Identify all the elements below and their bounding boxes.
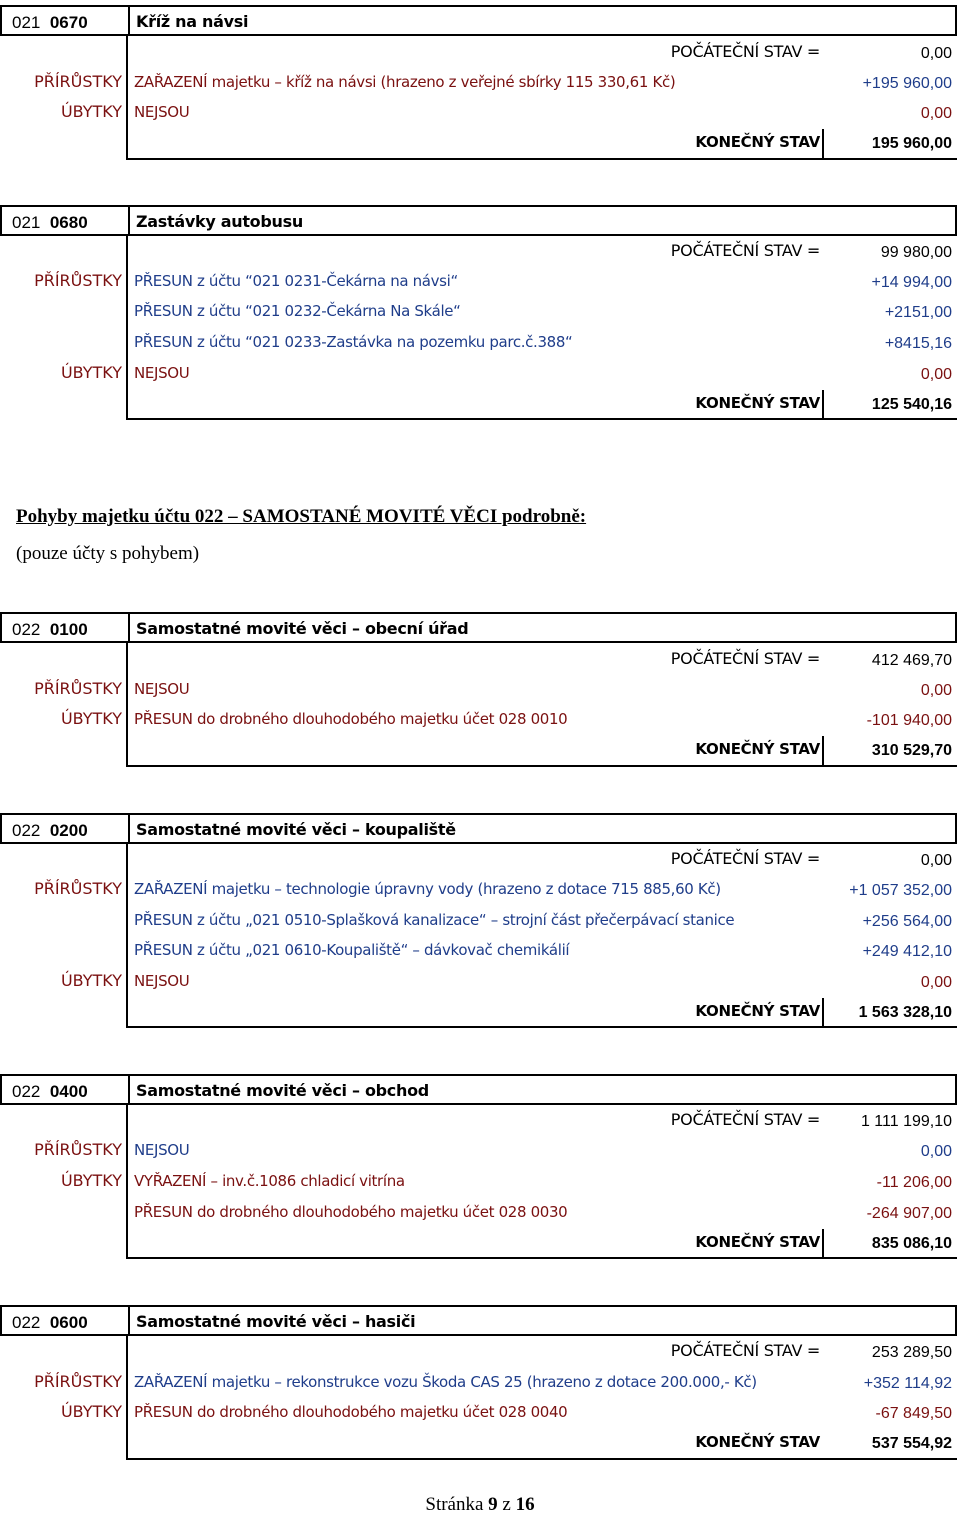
decrease-row — [0, 99, 960, 129]
increase-row — [0, 69, 960, 99]
start-label: POČÁTEČNÍ STAV = — [670, 42, 820, 61]
account-header — [0, 5, 957, 36]
increase-value: 0,00 — [920, 1143, 952, 1160]
account-block — [0, 813, 960, 1028]
end-row — [0, 998, 960, 1028]
footer-page: 9 — [488, 1494, 498, 1515]
account-name: Samostatné movité věci – hasiči — [136, 1312, 416, 1331]
increase-value: +14 994,00 — [871, 274, 952, 291]
increase-value: +8415,16 — [884, 335, 952, 352]
end-value: 125 540,16 — [871, 396, 952, 413]
account-number: 022 0100 — [12, 620, 88, 639]
increase-row — [0, 268, 960, 298]
increase-row — [0, 329, 960, 359]
account-block — [0, 5, 960, 160]
increase-row — [0, 1137, 960, 1167]
start-label: POČÁTEČNÍ STAV = — [670, 241, 820, 260]
decrease-value: 0,00 — [920, 366, 952, 383]
decrease-value: -67 849,50 — [875, 1405, 952, 1422]
end-value: 537 554,92 — [871, 1435, 952, 1452]
account-name: Samostatné movité věci – obchod — [136, 1081, 429, 1100]
increase-row — [0, 876, 960, 906]
account-name: Zastávky autobusu — [136, 212, 303, 231]
increase-value: +352 114,92 — [863, 1375, 952, 1392]
start-row — [0, 238, 960, 268]
increase-value: 0,00 — [920, 682, 952, 699]
account-number: 022 0200 — [12, 821, 88, 840]
account-header — [0, 1074, 957, 1105]
start-label: POČÁTEČNÍ STAV = — [670, 849, 820, 868]
decrease-desc: PŘESUN do drobného dlouhodobého majetku účet 028 0030 — [134, 1203, 568, 1221]
footer-mid: z — [502, 1494, 511, 1515]
account-name: Kříž na návsi — [136, 12, 249, 31]
increase-value: +249 412,10 — [862, 943, 952, 960]
start-row — [0, 1338, 960, 1368]
increase-desc: PŘESUN z účtu „021 0610-Koupaliště“ – dávkovač chemikálií — [134, 941, 570, 959]
account-name: Samostatné movité věci – obecní úřad — [136, 619, 469, 638]
decrease-row — [0, 1399, 960, 1429]
increase-value: +195 960,00 — [862, 75, 952, 92]
account-number: 021 0670 — [12, 13, 88, 32]
start-value: 0,00 — [920, 852, 952, 869]
increase-row — [0, 937, 960, 967]
increase-value: +1 057 352,00 — [849, 882, 952, 899]
footer-prefix: Stránka — [425, 1494, 484, 1515]
section-title: Pohyby majetku účtu 022 – SAMOSTANÉ MOVITÉ VĚCI podrobně: — [16, 506, 587, 527]
decrease-label: ÚBYTKY — [60, 971, 122, 990]
end-value: 835 086,10 — [871, 1235, 952, 1252]
account-block — [0, 1305, 960, 1460]
decrease-value: -11 206,00 — [876, 1174, 952, 1191]
account-name: Samostatné movité věci – koupaliště — [136, 820, 456, 839]
decrease-desc: PŘESUN do drobného dlouhodobého majetku účet 028 0040 — [134, 1403, 568, 1421]
account-number: 022 0600 — [12, 1313, 88, 1332]
decrease-value: 0,00 — [920, 105, 952, 122]
end-label: KONEČNÝ STAV — [695, 1002, 820, 1020]
account-number: 022 0400 — [12, 1082, 88, 1101]
decrease-desc: PŘESUN do drobného dlouhodobého majetku účet 028 0010 — [134, 710, 568, 728]
decrease-desc: NEJSOU — [134, 972, 190, 990]
increase-desc: NEJSOU — [134, 680, 190, 698]
increase-label: PŘÍRŮSTKY — [34, 679, 122, 698]
increase-desc: NEJSOU — [134, 1141, 190, 1159]
increase-desc: ZAŘAZENÍ majetku – technologie úpravny vody (hrazeno z dotace 715 885,60 Kč) — [134, 880, 721, 898]
start-value: 253 289,50 — [871, 1344, 952, 1361]
start-row — [0, 39, 960, 69]
increase-row — [0, 907, 960, 937]
decrease-row — [0, 706, 960, 736]
account-header — [0, 612, 957, 643]
start-value: 0,00 — [920, 45, 952, 62]
decrease-label: ÚBYTKY — [60, 102, 122, 121]
decrease-row — [0, 1168, 960, 1198]
increase-value: +256 564,00 — [862, 913, 952, 930]
decrease-desc: NEJSOU — [134, 364, 190, 382]
increase-label: PŘÍRŮSTKY — [34, 72, 122, 91]
section-subtitle: (pouze účty s pohybem) — [16, 543, 200, 564]
end-row — [0, 390, 960, 420]
decrease-desc: VYŘAZENÍ – inv.č.1086 chladicí vitrína — [134, 1172, 405, 1190]
decrease-row — [0, 1199, 960, 1229]
end-value: 1 563 328,10 — [858, 1004, 952, 1021]
end-row — [0, 736, 960, 766]
increase-label: PŘÍRŮSTKY — [34, 1140, 122, 1159]
start-label: POČÁTEČNÍ STAV = — [670, 1110, 820, 1129]
decrease-label: ÚBYTKY — [60, 709, 122, 728]
account-block — [0, 612, 960, 767]
increase-row — [0, 676, 960, 706]
start-value: 412 469,70 — [871, 652, 952, 669]
end-value: 310 529,70 — [871, 742, 952, 759]
start-row — [0, 1107, 960, 1137]
decrease-value: -264 907,00 — [866, 1205, 952, 1222]
decrease-label: ÚBYTKY — [60, 363, 122, 382]
footer-total: 16 — [515, 1494, 535, 1515]
increase-desc: PŘESUN z účtu “021 0231-Čekárna na návsi“ — [134, 272, 458, 290]
decrease-label: ÚBYTKY — [60, 1171, 122, 1190]
account-header — [0, 205, 957, 236]
account-number: 021 0680 — [12, 213, 88, 232]
end-row — [0, 129, 960, 159]
account-header — [0, 813, 957, 844]
increase-label: PŘÍRŮSTKY — [34, 271, 122, 290]
end-label: KONEČNÝ STAV — [695, 740, 820, 758]
increase-row — [0, 1369, 960, 1399]
increase-value: +2151,00 — [884, 304, 952, 321]
start-value: 99 980,00 — [880, 244, 952, 261]
start-row — [0, 846, 960, 876]
start-label: POČÁTEČNÍ STAV = — [670, 1341, 820, 1360]
end-row — [0, 1429, 960, 1459]
increase-desc: ZAŘAZENÍ majetku – rekonstrukce vozu Škoda CAS 25 (hrazeno z dotace 200.000,- Kč) — [134, 1373, 757, 1391]
end-label: KONEČNÝ STAV — [695, 394, 820, 412]
increase-desc: PŘESUN z účtu „021 0510-Splašková kanalizace“ – strojní část přečerpávací stanice — [134, 911, 735, 929]
end-label: KONEČNÝ STAV — [695, 1433, 820, 1451]
end-row — [0, 1229, 960, 1259]
decrease-label: ÚBYTKY — [60, 1402, 122, 1421]
decrease-value: 0,00 — [920, 974, 952, 991]
start-value: 1 111 199,10 — [860, 1113, 952, 1130]
decrease-row — [0, 360, 960, 390]
page-footer — [0, 1494, 960, 1516]
end-value: 195 960,00 — [871, 135, 952, 152]
increase-desc: ZAŘAZENÍ majetku – kříž na návsi (hrazeno z veřejné sbírky 115 330,61 Kč) — [134, 73, 676, 91]
start-row — [0, 646, 960, 676]
account-block — [0, 1074, 960, 1259]
increase-desc: PŘESUN z účtu “021 0232-Čekárna Na Skále“ — [134, 302, 461, 320]
decrease-desc: NEJSOU — [134, 103, 190, 121]
account-block — [0, 205, 960, 420]
decrease-row — [0, 968, 960, 998]
end-label: KONEČNÝ STAV — [695, 1233, 820, 1251]
increase-label: PŘÍRŮSTKY — [34, 1372, 122, 1391]
account-header — [0, 1305, 957, 1336]
increase-label: PŘÍRŮSTKY — [34, 879, 122, 898]
increase-row — [0, 298, 960, 328]
increase-desc: PŘESUN z účtu “021 0233-Zastávka na pozemku parc.č.388“ — [134, 333, 573, 351]
decrease-value: -101 940,00 — [866, 712, 952, 729]
end-label: KONEČNÝ STAV — [695, 133, 820, 151]
start-label: POČÁTEČNÍ STAV = — [670, 649, 820, 668]
